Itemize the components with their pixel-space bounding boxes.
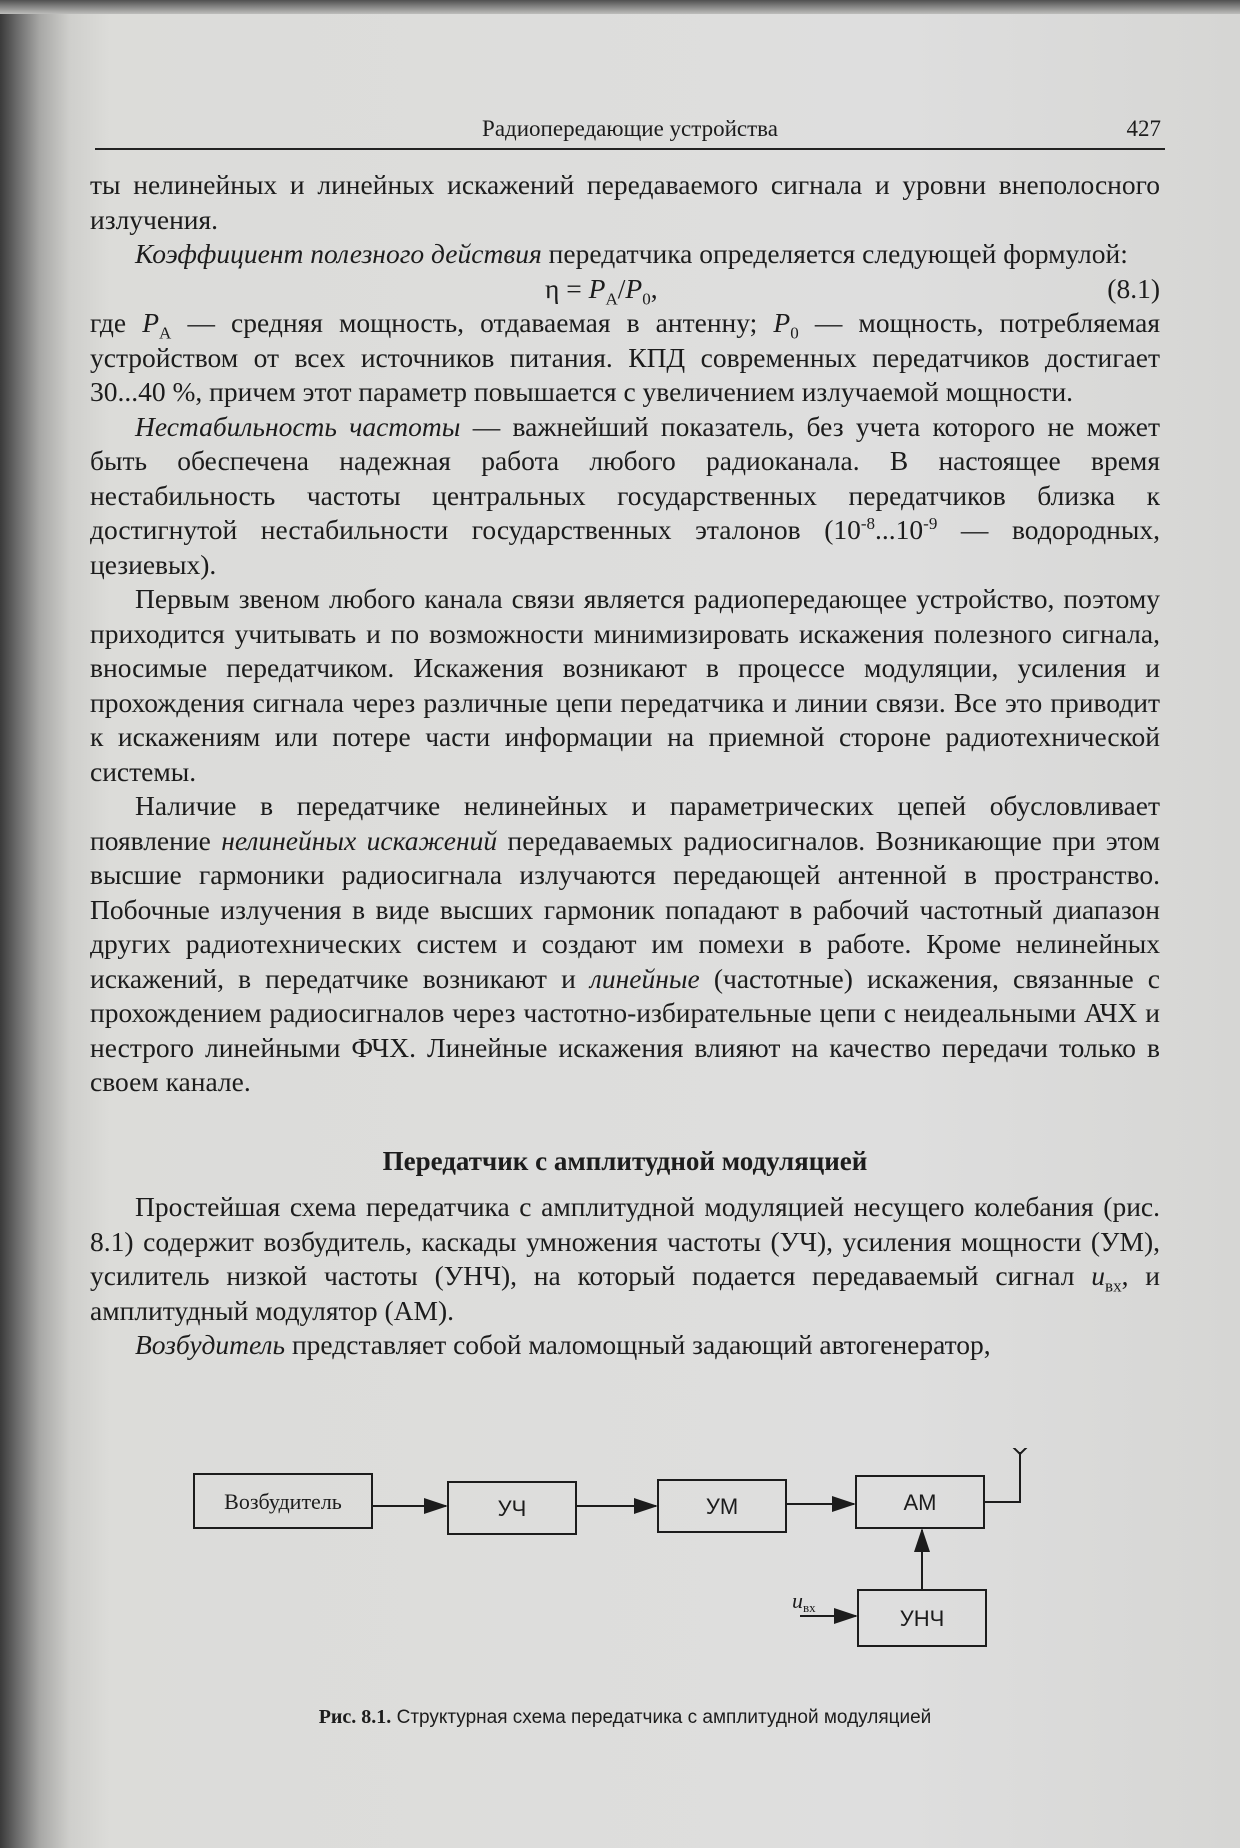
paragraph-6 bbox=[90, 789, 1160, 1100]
input-u: u bbox=[792, 1588, 803, 1613]
p4-sup1: -8 bbox=[860, 513, 876, 533]
p6-b: передаваемых радиосигналов. Возникающие при этом высшие гармоники радиосигнала излучаются передающей антенной в пространство. Побочные излучения в виде высших гармоник попадают в рабочий частотный диапазон других радиотехнических систем и создают им помехи в работе. Кроме нелинейных искажений, в передатчике возникают и bbox=[90, 824, 1160, 994]
formula-equals: = bbox=[559, 272, 589, 304]
p7-u-sub: вх bbox=[1105, 1276, 1122, 1296]
formula-eta: η bbox=[545, 272, 560, 304]
caption-text: Структурная схема передатчика с амплитудной модуляцией bbox=[391, 1707, 932, 1728]
p3-b: — средняя мощность, отдаваемая в антенну; bbox=[171, 307, 774, 338]
term-linear: линейные bbox=[589, 962, 700, 994]
antenna-feed bbox=[984, 1452, 1020, 1502]
figure-caption bbox=[90, 1706, 1160, 1729]
scan-top-edge bbox=[0, 0, 1240, 14]
term-efficiency: Коэффициент полезного действия bbox=[135, 238, 542, 269]
section-title: Передатчик с амплитудной модуляцией bbox=[382, 1145, 868, 1176]
paragraph-5: Первым звеном любого канала связи является радиопередающее устройство, поэтому приходится учитывать и по возможности минимизировать искажения полезного сигнала, вносимые передатчиком. Искажения возникают в процессе модуляции, усиления и прохождения сигнала через различные цепи передатчика и линии связи. Все это приводит к искажениям или потере части информации на приемной стороне радиотехнической системы. bbox=[90, 583, 1160, 787]
p6-a: Наличие в передатчике нелинейных и параметрических цепей обусловливает появление bbox=[90, 790, 1160, 856]
block-uch-label: УЧ bbox=[497, 1496, 527, 1521]
block-unch-label: УНЧ bbox=[899, 1606, 945, 1631]
formula-p0-sub: 0 bbox=[642, 289, 651, 308]
running-header bbox=[95, 112, 1165, 150]
term-nonlinear-distortions: нелинейных искажений bbox=[221, 824, 498, 856]
paragraph-2 bbox=[90, 237, 1160, 272]
page-number: 427 bbox=[1126, 116, 1161, 141]
input-signal-label bbox=[792, 1588, 816, 1615]
block-diagram bbox=[180, 1448, 1040, 1688]
p6-c: (частотные) искажения, связанные с прохождением радиосигналов через частотно-избирательные цепи с неидеальными АЧХ и нестрого линейными ФЧХ. Линейные искажения влияют на качество передачи только в своем канале. bbox=[90, 962, 1160, 1097]
p3-a: где bbox=[90, 307, 143, 338]
p7-b: , и амплитудный модулятор (АМ). bbox=[90, 1260, 1161, 1326]
running-title: Радиопередающие устройства bbox=[482, 116, 778, 141]
input-sub: вх bbox=[803, 1600, 816, 1615]
p3-p0: P bbox=[773, 307, 791, 338]
p7-u: u bbox=[1091, 1260, 1106, 1291]
formula-pa-sub: A bbox=[605, 289, 618, 308]
block-um-label: УМ bbox=[705, 1494, 739, 1519]
formula-pa: P bbox=[588, 272, 606, 304]
p4-c: — водородных, цезиевых). bbox=[90, 514, 1160, 580]
caption-label: Рис. 8.1. bbox=[318, 1706, 392, 1728]
p7-a: Простейшая схема передатчика с амплитудной модуляцией несущего колебания (рис. 8.1) содержит возбудитель, каскады умножения частоты (УЧ), усиления мощности (УМ), усилитель низкой частоты (УНЧ), на который подается передаваемый сигнал bbox=[90, 1191, 1160, 1291]
block-exciter-label: Возбудитель bbox=[224, 1489, 342, 1514]
block-am-label: АМ bbox=[903, 1490, 937, 1515]
formula-8-1 bbox=[90, 272, 1160, 307]
formula-expression bbox=[545, 272, 658, 307]
paragraph-3 bbox=[90, 306, 1160, 410]
term-exciter: Возбудитель bbox=[135, 1329, 286, 1360]
p4-sup2: -9 bbox=[923, 513, 938, 533]
p4-b: ...10 bbox=[875, 514, 924, 545]
p3-pa-sub: A bbox=[159, 323, 172, 343]
formula-comma: , bbox=[650, 272, 658, 304]
antenna-icon bbox=[1008, 1448, 1032, 1454]
p3-pa: P bbox=[142, 307, 160, 338]
p3-c: — мощность, потребляемая устройством от всех источников питания. КПД современных передатчиков достигает 30...40 %, причем этот параметр повышается с увеличением излучаемой мощности. bbox=[90, 307, 1160, 407]
formula-p0: P bbox=[625, 272, 643, 304]
p8-rest: представляет собой маломощный задающий автогенератор, bbox=[285, 1329, 991, 1360]
formula-number: (8.1) bbox=[1107, 272, 1160, 304]
p3-p0-sub: 0 bbox=[790, 323, 799, 343]
formula-slash: / bbox=[617, 272, 626, 304]
paragraph-1: ты нелинейных и линейных искажений передаваемого сигнала и уровни внеполосного излучения. bbox=[90, 169, 1160, 235]
p4-a: — важнейший показатель, без учета которого не может быть обеспечена надежная работа любого радиоканала. В настоящее время нестабильность частоты центральных государственных передатчиков близка к достигнутой нестабильности государственных эталонов (10 bbox=[90, 410, 1160, 545]
paragraph-2-text: передатчика определяется следующей формулой: bbox=[541, 238, 1128, 269]
body-text bbox=[90, 168, 1160, 1363]
paragraph-8 bbox=[90, 1328, 1160, 1363]
paragraph-7 bbox=[90, 1190, 1160, 1328]
term-instability: Нестабильность частоты bbox=[135, 410, 461, 442]
paragraph-4 bbox=[90, 410, 1160, 583]
